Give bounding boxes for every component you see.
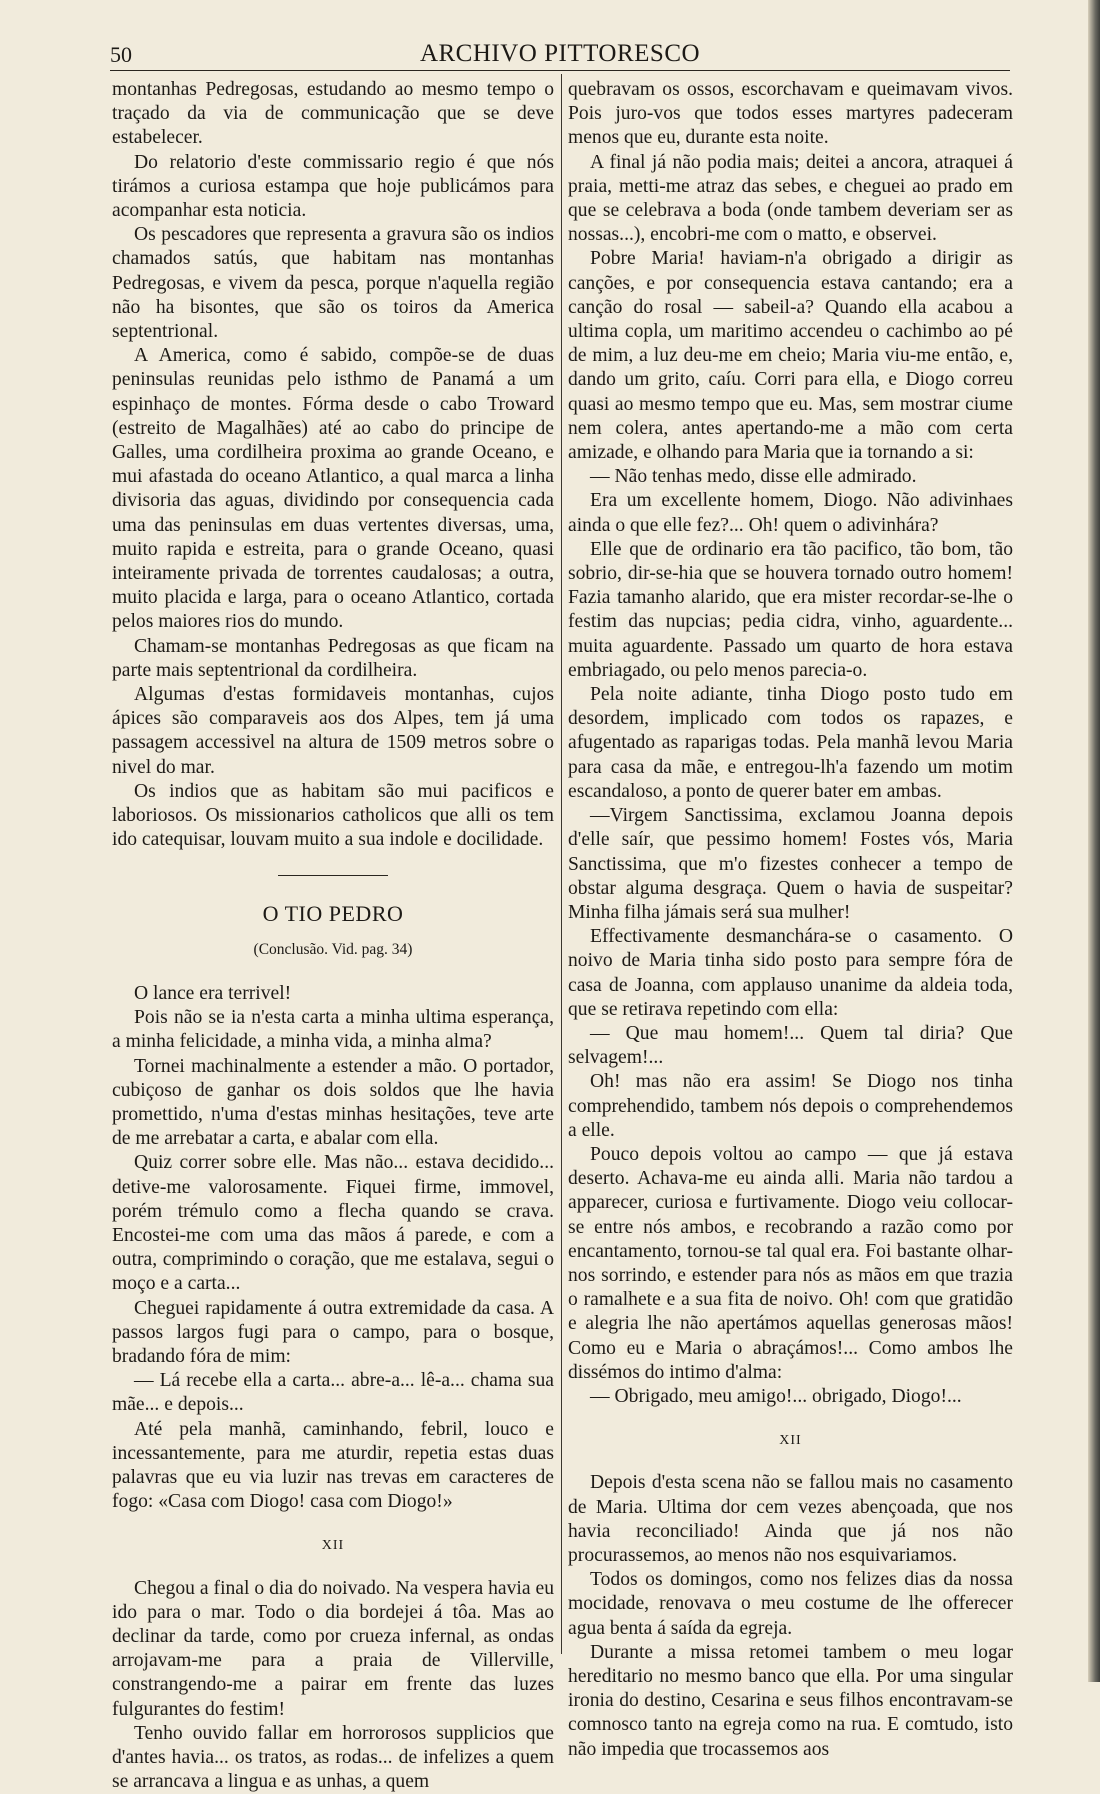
chapter-heading: XII (321, 1538, 345, 1554)
story-paragraph: — Lá recebe ella a carta... abre-a... lê-a... chama sua mãe... e depois... (112, 1370, 554, 1416)
chapter-paragraph: Durante a missa retomei tambem o meu logar hereditario no mesmo banco que ella. Por uma singular ironia do destino, Cesarina e seus filhos encontravam-se comnosco tanto na egreja como na rua. E comtudo, isto não impedia que trocassemos aos (568, 1641, 1013, 1760)
page-number: 50 (110, 42, 132, 67)
article-paragraph: Os indios que as habitam são mui pacificos e laboriosos. Os missionarios catholicos que alli os tem ido catequisar, louvam muito a sua indole e docilidade. (112, 780, 554, 851)
article-paragraph: A America, como é sabido, compõe-se de duas peninsulas reunidas pelo isthmo de Panamá a um espinhaço de montes. Fórma desde o cabo Troward (estreito de Magalhães) até ao cabo do principe de Galles, uma cordilheira proxima ao grande Oceano, e mui afastada do oceano Atlantico, a qual marca a linha divisoria das aguas, dividindo por consequencia cada uma das peninsulas em duas vertentes diversas, uma, muito rapida e estreita, para o grande Oceano, quasi inteiramente privada de torrentes caudalosas; a outra, muito placida e larga, para o oceano Atlantico, cortada pelos maiores rios do mundo. (112, 345, 554, 633)
left-column (112, 78, 554, 1794)
article-paragraph: Do relatorio d'este commissario regio é que nós tirámos a curiosa estampa que hoje publicámos para acompanhar esta noticia. (112, 151, 554, 222)
chapter-paragraph: Depois d'esta scena não se fallou mais no casamento de Maria. Ultima dor cem vezes abençoada, que nos havia reconciliado! Ainda que já nos não procurassemos, ao menos não nos esquivariamos. (568, 1472, 1013, 1566)
story-paragraph: Oh! mas não era assim! Se Diogo nos tinha comprehendido, tambem nós depois o comprehendemos a elle. (568, 1071, 1013, 1141)
story-subtitle: (Conclusão. Vid. pag. 34) (253, 940, 413, 958)
story-paragraph: — Que mau homem!... Quem tal diria? Que selvagem!... (568, 1022, 1013, 1069)
page-header (110, 38, 1010, 72)
right-column (568, 78, 1013, 1762)
story-paragraph: Quiz correr sobre elle. Mas não... estava decidido... detive-me valorosamente. Fiquei firme, immovel, porém trémulo como a flecha quando se crava. Encostei-me com uma das mãos á parede, e com a outra, comprimindo o coração, que me estalava, segui o moço e a carta... (112, 1152, 554, 1295)
article-paragraph: Chamam-se montanhas Pedregosas as que ficam na parte mais septentrional da cordilheira. (112, 635, 554, 681)
journal-title: ARCHIVO PITTORESCO (419, 40, 701, 67)
story-paragraph: quebravam os ossos, escorchavam e queimavam vivos. Pois juro-vos que todos esses martyres padeceram menos que eu, durante esta noite. (568, 79, 1013, 149)
chapter-paragraph: Chegou a final o dia do noivado. Na vespera havia eu ido para o mar. Todo o dia bordejei á tôa. Mas ao declinar da tarde, como por crueza infernal, as ondas arrojavam-me para a praia de Villerville, constrangendo-me a pairar em frente das luzes fulgurantes do festim! (112, 1577, 554, 1720)
story-paragraph: Pobre Maria! haviam-n'a obrigado a dirigir as canções, e por consequencia estava cantando; era a canção do rosal — sabeil-a? Quando ella acabou a ultima copla, um maritimo accendeu o cachimbo ao pé de mim, a luz deu-me em cheio; Maria viu-me então, e, dando um grito, caíu. Corri para ella, e Diogo correu quasi ao mesmo tempo que eu. Mas, sem mostrar ciume nem colera, antes apertando-me a mão com certa amizade, e olhando para Maria que ia tornando a si: (568, 248, 1013, 464)
chapter-paragraph: Todos os domingos, como nos felizes dias da nossa mocidade, renovava o meu costume de lhe offerecer agua benta á saída da egreja. (568, 1569, 1013, 1639)
chapter-heading: XII (779, 1433, 802, 1449)
story-paragraph: A final já não podia mais; deitei a ancora, atraquei á praia, metti-me atraz das sebes, e cheguei ao prado em que se celebrava a boda (onde tambem deveriam ser as nossas...), encobri-me com o matto, e observei. (568, 151, 1013, 246)
story-paragraph: — Obrigado, meu amigo!... obrigado, Diogo!... (590, 1385, 962, 1407)
story-paragraph: —Virgem Sanctissima, exclamou Joanna depois d'elle saír, que pessimo homem! Fostes vós, Maria Sanctissima, que m'o fizestes conhecer a tempo de obstar alguma desgraça. Quem o havia de suspeitar? Minha filha jámais será sua mulher! (568, 805, 1013, 923)
article-paragraph: Os pescadores que representa a gravura são os indios chamados satús, que habitam nas montanhas Pedregosas, e vivem da pesca, porque n'aquella região não ha bisontes, que são os toiros da America septentrional. (112, 224, 554, 343)
story-title: O TIO PEDRO (262, 900, 404, 926)
article-paragraph: Algumas d'estas formidaveis montanhas, cujos ápices são comparaveis aos dos Alpes, tem já uma passagem accessivel na altura de 1509 metros sobre o nivel do mar. (112, 684, 554, 778)
column-divider (561, 74, 562, 1654)
story-paragraph: Era um excellente homem, Diogo. Não adivinhaes ainda o que elle fez?... Oh! quem o adivinhára? (568, 490, 1013, 536)
story-paragraph: O lance era terrivel! (134, 982, 292, 1004)
section-separator (278, 875, 388, 876)
article-paragraph: montanhas Pedregosas, estudando ao mesmo tempo o traçado da via de communicação que se deve estabelecer. (112, 79, 554, 149)
story-paragraph: Pouco depois voltou ao campo — que já estava deserto. Achava-me eu ainda alli. Maria não tardou a apparecer, curiosa e furtivamente. Diogo veiu collocar-se entre nós ambos, e recobrando a razão como por encantamento, tornou-se tal qual era. Foi bastante olhar-nos sorrindo, e estender para nós as mãos em que trazia o ramalhete e a sua fita de noivo. Oh! com que gratidão e alegria lhe não apertámos aquellas generosas mãos! Como eu e Maria o abraçámos!... Como ambos lhe dissémos do intimo d'alma: (568, 1143, 1013, 1383)
story-paragraph: Cheguei rapidamente á outra extremidade da casa. A passos largos fugi para o campo, para o bosque, bradando fóra de mim: (112, 1297, 554, 1367)
story-paragraph: — Não tenhas medo, disse elle admirado. (590, 466, 917, 488)
story-paragraph: Pela noite adiante, tinha Diogo posto tudo em desordem, implicado com todos os rapazes, e afugentado as raparigas todas. Pela manhã levou Maria para casa da mãe, e entregou-lh'a fazendo um motim escandaloso, a ponto de querer bater em ambas. (568, 684, 1013, 802)
story-paragraph: Effectivamente desmanchára-se o casamento. O noivo de Maria tinha sido posto para sempre fóra de casa de Joanna, com applauso unanime da aldeia toda, que se retirava repetindo com ella: (568, 926, 1013, 1020)
story-paragraph: Tornei machinalmente a estender a mão. O portador, cubiçoso de ganhar os dois soldos que lhe havia promettido, n'uma d'estas minhas hesitações, teve arte de me arrebatar a carta, e abalar com ella. (112, 1055, 554, 1150)
book-binding-edge (1088, 0, 1100, 1682)
chapter-paragraph: Tenho ouvido fallar em horrorosos supplicios que d'antes havia... os tratos, as rodas... de infelizes a quem se arrancava a lingua e as unhas, a quem (112, 1722, 554, 1793)
story-paragraph: Até pela manhã, caminhando, febril, louco e incessantemente, para me aturdir, repetia estas duas palavras que eu via luzir nas trevas em caracteres de fogo: «Casa com Diogo! casa com Diogo!» (112, 1418, 554, 1513)
header-rule (110, 70, 1010, 71)
story-paragraph: Elle que de ordinario era tão pacifico, tão bom, tão sobrio, dir-se-hia que se houvera tornado outro homem! Fazia tamanho alarido, que era mister recordar-se-lhe o festim das nupcias; pedia cidra, vinho, aguardente... muita aguardente. Passado um quarto de hora estava embriagado, ou pelo menos parecia-o. (568, 538, 1013, 681)
story-paragraph: Pois não se ia n'esta carta a minha ultima esperança, a minha felicidade, a minha vida, a minha alma? (112, 1007, 554, 1053)
